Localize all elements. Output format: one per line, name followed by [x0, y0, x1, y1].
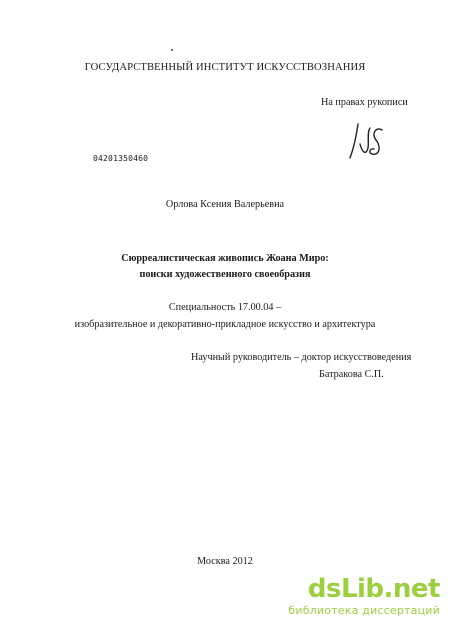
advisor-line-1: Научный руководитель – доктор искусствоведения: [191, 352, 412, 363]
watermark-subtitle: библиотека диссертаций: [288, 604, 440, 617]
watermark-logo[interactable]: dsLib.net: [307, 574, 440, 604]
author-name: Орлова Ксения Валерьевна: [165, 199, 285, 210]
city-year: Москва 2012: [197, 556, 253, 567]
document-code: 04201350460: [93, 154, 149, 163]
signature-icon: [344, 118, 388, 162]
specialty-line-1: Специальность 17.00.04 –: [168, 302, 282, 313]
institute-name: ГОСУДАРСТВЕННЫЙ ИНСТИТУТ ИСКУССТВОЗНАНИЯ: [84, 62, 366, 73]
thesis-title-line-1: Сюрреалистическая живопись Жоана Миро:: [121, 253, 329, 264]
watermark[interactable]: [288, 576, 440, 617]
advisor-line-2: Батракова С.П.: [319, 369, 384, 380]
specialty-line-2: изобразительное и декоративно-прикладное искусство и архитектура: [74, 319, 376, 330]
scan-dot: [171, 49, 173, 51]
rights-note: На правах рукописи: [321, 97, 408, 108]
thesis-title-line-2: поиски художественного своеобразия: [139, 269, 311, 280]
